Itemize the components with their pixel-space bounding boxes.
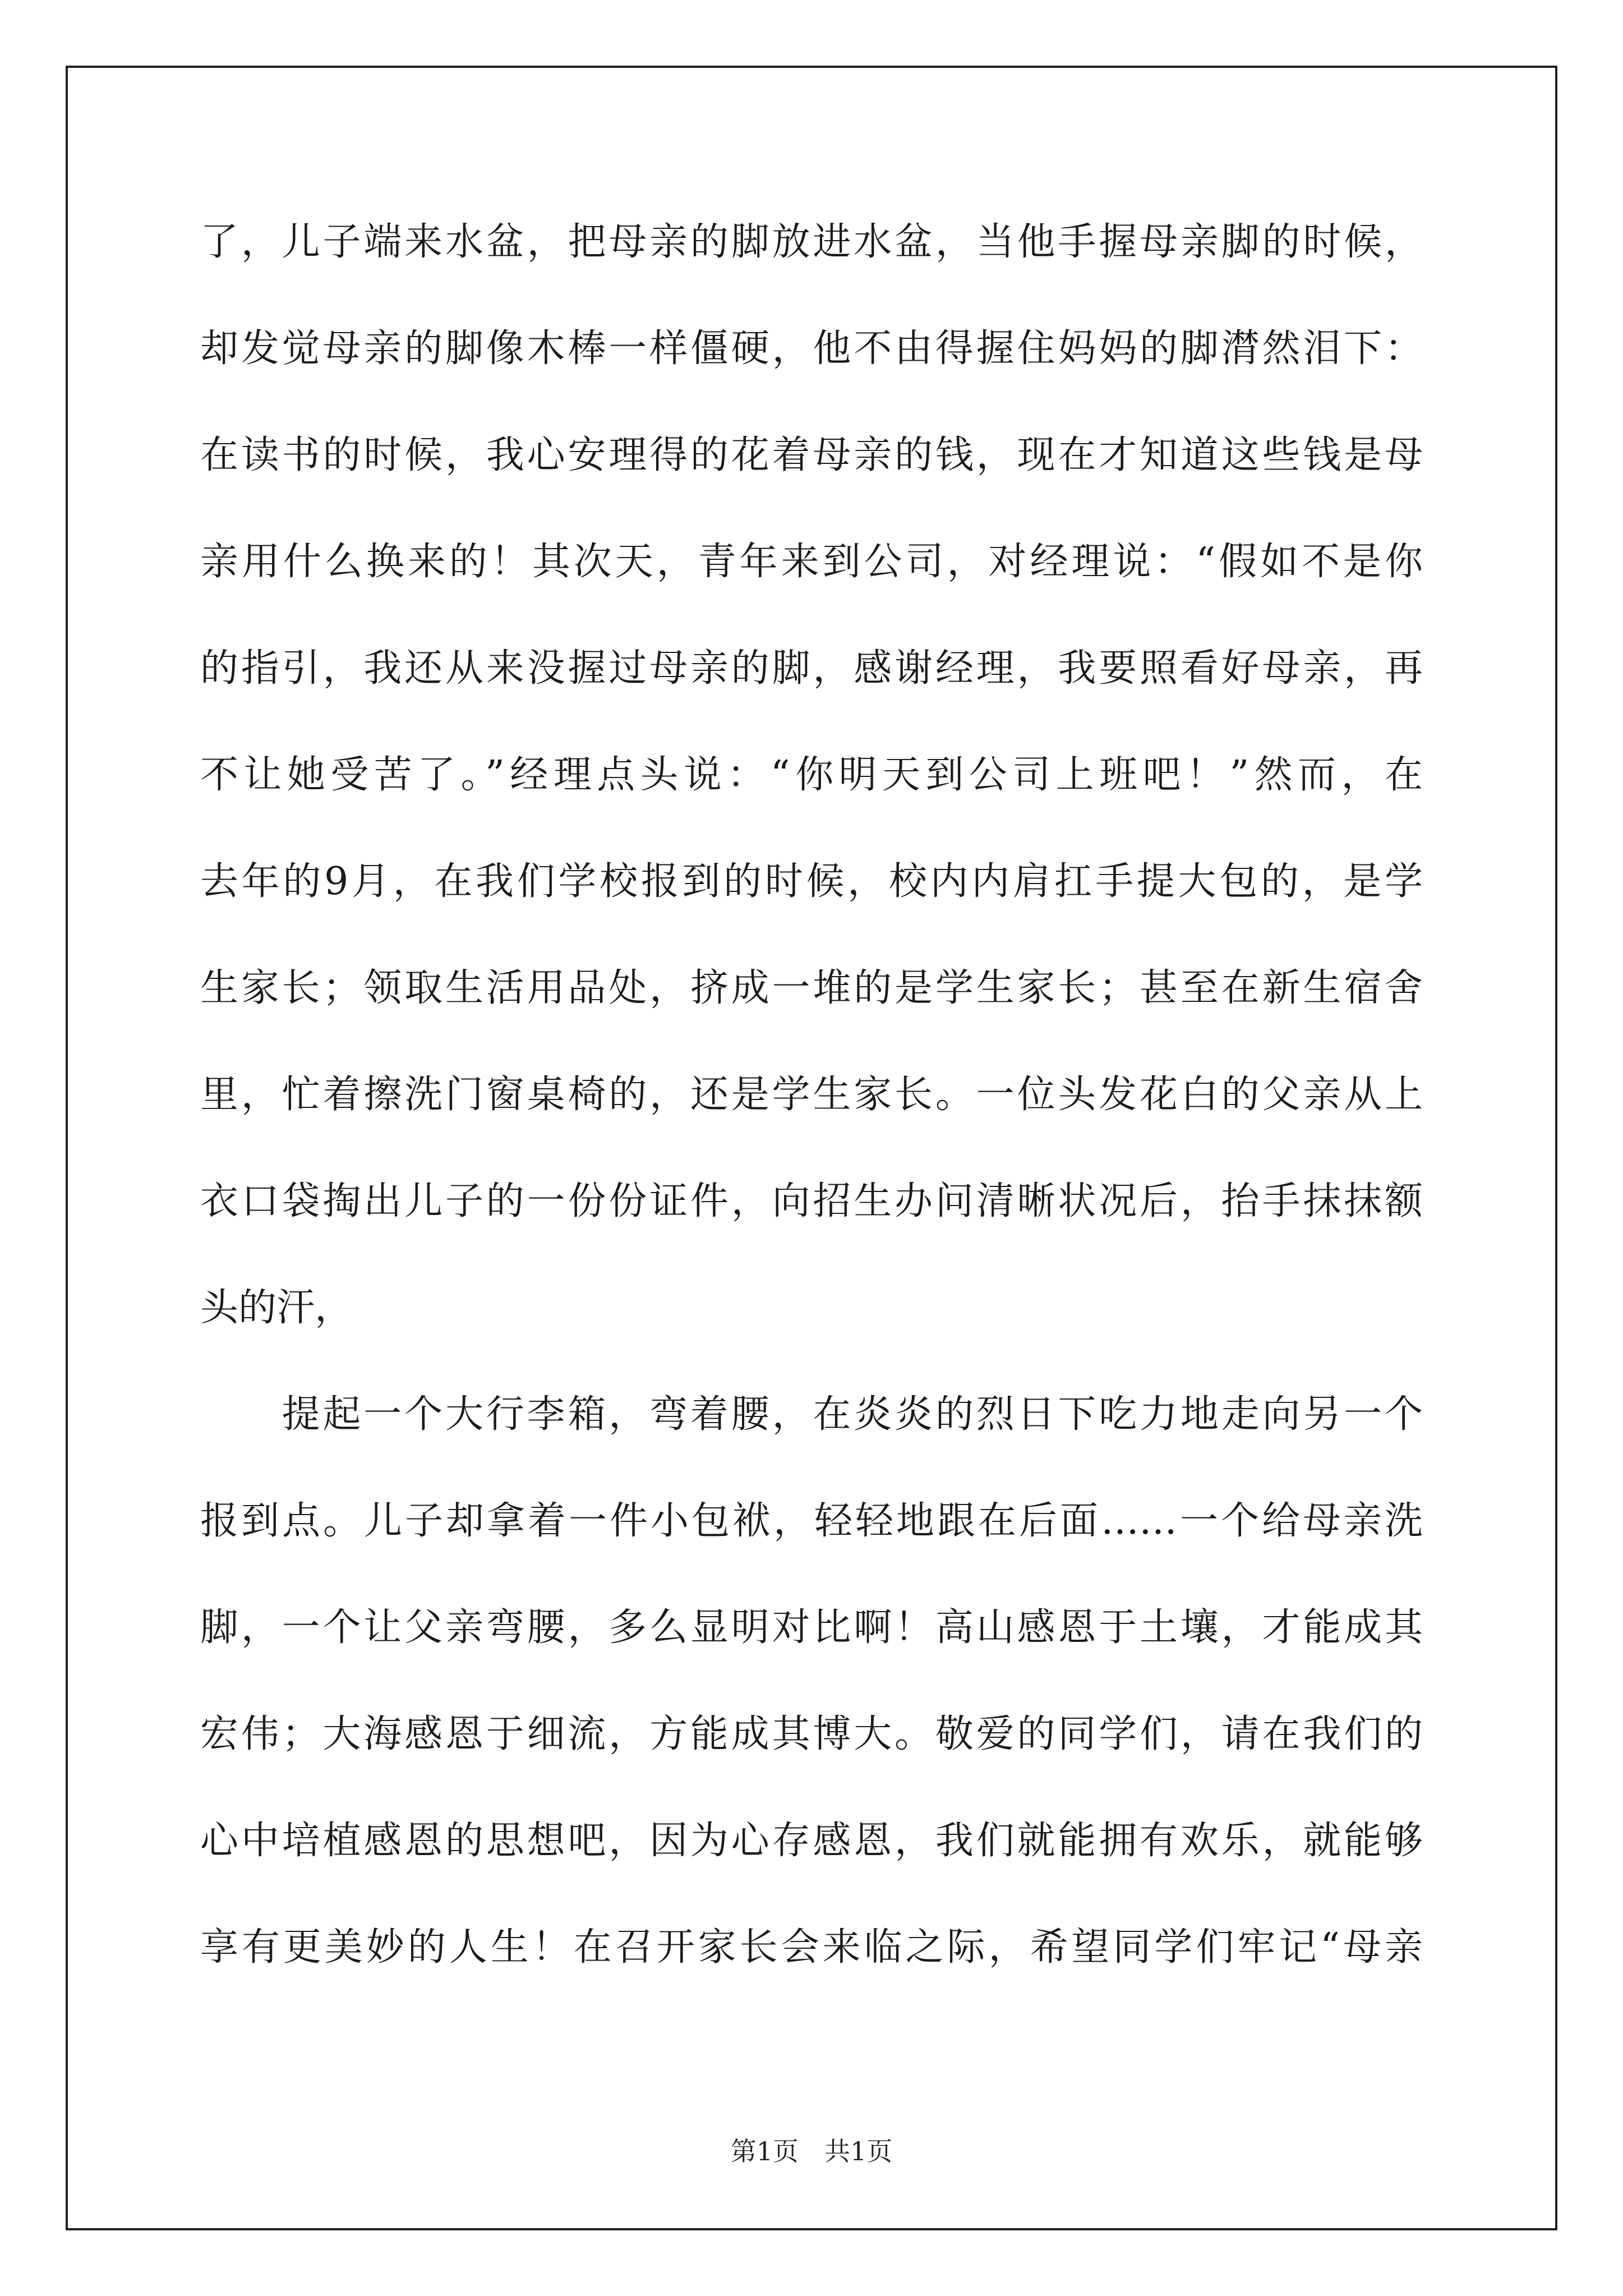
text-line: 心中培植感恩的思想吧，因为心存感恩，我们就能拥有欢乐，就能够 <box>200 1819 1423 1863</box>
page-border <box>66 66 1557 2230</box>
text-line: 报到点。儿子却拿着一件小包袱，轻轻地跟在后面……一个给母亲洗 <box>200 1499 1423 1543</box>
text-line: 头的汗， <box>200 1286 353 1330</box>
text-line: 宏伟；大海感恩于细流，方能成其博大。敬爱的同学们，请在我们的 <box>200 1712 1423 1756</box>
text-line: 在读书的时候，我心安理得的花着母亲的钱，现在才知道这些钱是母 <box>200 433 1423 477</box>
page-footer: 第1页 共1页 <box>730 2136 893 2166</box>
text-line: 了，儿子端来水盆，把母亲的脚放进水盆，当他手握母亲脚的时候， <box>200 220 1423 264</box>
text-line: 不让她受苦了。”经理点头说：“你明天到公司上班吧！”然而，在 <box>200 753 1423 797</box>
text-line: 提起一个大行李箱，弯着腰，在炎炎的烈日下吃力地走向另一个 <box>200 1392 1423 1437</box>
text-line: 的指引，我还从来没握过母亲的脚，感谢经理，我要照看好母亲，再 <box>200 646 1423 691</box>
text-line: 享有更美妙的人生！在召开家长会来临之际，希望同学们牢记“母亲 <box>200 1925 1423 1970</box>
text-line: 里，忙着擦洗门窗桌椅的，还是学生家长。一位头发花白的父亲从上 <box>200 1073 1423 1117</box>
text-line: 去年的9月，在我们学校报到的时候，校内内肩扛手提大包的，是学 <box>200 859 1423 904</box>
text-line: 脚，一个让父亲弯腰，多么显明对比啊！高山感恩于土壤，才能成其 <box>200 1605 1423 1650</box>
text-line: 生家长；领取生活用品处，挤成一堆的是学生家长；甚至在新生宿舍 <box>200 966 1423 1010</box>
text-line: 却发觉母亲的脚像木棒一样僵硬，他不由得握住妈妈的脚潸然泪下： <box>200 326 1423 371</box>
text-line: 亲用什么换来的！其次天，青年来到公司，对经理说：“假如不是你 <box>200 540 1423 584</box>
text-line: 衣口袋掏出儿子的一份份证件，向招生办问清晰状况后，抬手抹抹额 <box>200 1179 1423 1223</box>
